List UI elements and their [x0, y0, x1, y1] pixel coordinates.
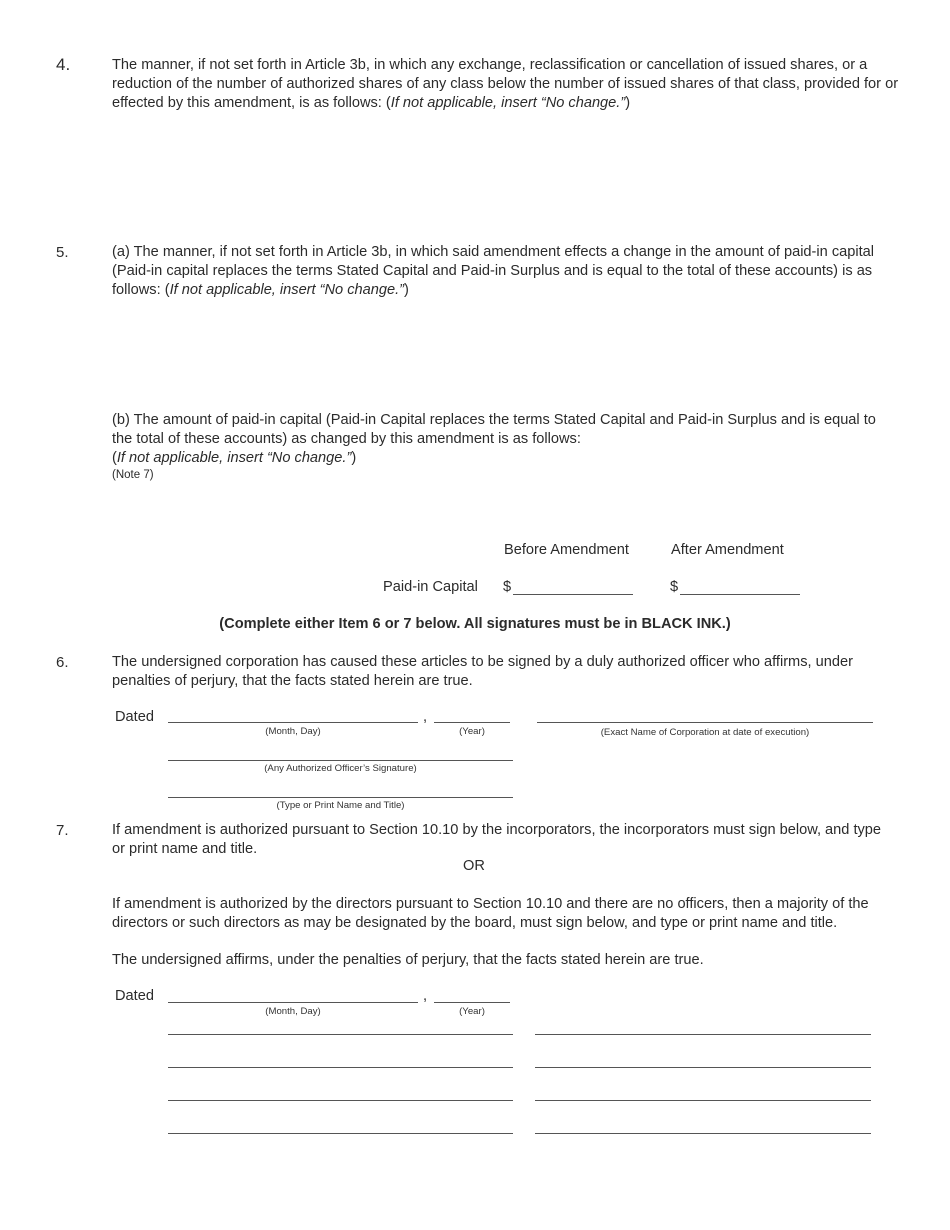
item-7-month-day-input[interactable]	[168, 1002, 418, 1003]
paid-in-capital-label: Paid-in Capital	[383, 579, 478, 595]
item-4-close: )	[625, 95, 631, 111]
signature-line-right-2[interactable]	[535, 1067, 871, 1068]
before-amendment-header: Before Amendment	[504, 542, 629, 558]
signature-instruction: (Complete either Item 6 or 7 below. All signatures must be in BLACK INK.)	[219, 616, 731, 632]
item-6-dated-label: Dated	[115, 709, 154, 725]
item-4-answer-area[interactable]	[112, 118, 892, 238]
item-4-body: The manner, if not set forth in Article 3b, in which any exchange, reclassification or cancellation of issued shares, or a reduction of the number of authorized shares of any class below the number of issued shares of that class, provided for or effected by this amendment, is as follows: (	[112, 57, 899, 111]
signature-line-right-4[interactable]	[535, 1133, 871, 1134]
signature-line-left-2[interactable]	[168, 1067, 513, 1068]
note-7: (Note 7)	[112, 469, 154, 481]
after-amendment-input[interactable]	[680, 594, 800, 595]
item-7-text-directors: If amendment is authorized by the directors pursuant to Section 10.10 and there are no officers, then a majority of the directors or such directors as may be designated by the board, must sign below, and type or print name and title.	[112, 896, 869, 931]
item-4-number: 4.	[56, 55, 71, 74]
officer-signature-input[interactable]	[168, 760, 513, 761]
item-7-affirmation: The undersigned affirms, under the penalties of perjury, that the facts stated herein are true.	[112, 952, 704, 968]
corporation-name-input[interactable]	[537, 722, 873, 723]
item-5b-text	[112, 411, 897, 468]
item-5a-answer-area[interactable]	[112, 305, 892, 405]
print-name-title-input[interactable]	[168, 797, 513, 798]
item-5a-close: )	[404, 282, 409, 298]
item-6-year-input[interactable]	[434, 722, 510, 723]
item-4-instruction: If not applicable, insert “No change.”	[390, 95, 626, 111]
item-7-number: 7.	[56, 822, 69, 839]
before-dollar-sign: $	[503, 579, 512, 595]
signature-line-right-1[interactable]	[535, 1034, 871, 1035]
corporation-name-caption: (Exact Name of Corporation at date of execution)	[600, 727, 810, 738]
item-7-dated-label: Dated	[115, 988, 154, 1004]
item-6-comma: ,	[423, 709, 428, 725]
item-7-comma: ,	[423, 988, 428, 1004]
officer-signature-caption: (Any Authorized Officer’s Signature)	[264, 763, 417, 774]
item-5a-body: (a) The manner, if not set forth in Article 3b, in which said amendment effects a change in the amount of paid-in capital (Paid-in capital replaces the terms Stated Capital and Paid-in Surplus and is equal to the total of these accounts) is as follows: (	[112, 244, 875, 298]
after-amendment-header: After Amendment	[671, 542, 784, 558]
or-separator: OR	[463, 858, 485, 874]
item-5b-open: (	[112, 450, 117, 466]
signature-line-left-3[interactable]	[168, 1100, 513, 1101]
print-name-title-caption: (Type or Print Name and Title)	[276, 800, 405, 811]
signature-line-right-3[interactable]	[535, 1100, 871, 1101]
item-5a-instruction: If not applicable, insert “No change.”	[169, 282, 405, 298]
item-7-text-incorporators: If amendment is authorized pursuant to Section 10.10 by the incorporators, the incorporators must sign below, and type or print name and title.	[112, 822, 882, 857]
item-7-year-input[interactable]	[434, 1002, 510, 1003]
signature-line-left-1[interactable]	[168, 1034, 513, 1035]
item-7-month-day-caption: (Month, Day)	[265, 1006, 321, 1017]
item-5-number: 5.	[56, 244, 69, 261]
signature-line-left-4[interactable]	[168, 1133, 513, 1134]
item-6-text: The undersigned corporation has caused these articles to be signed by a duly authorized officer who affirms, under penalties of perjury, that the facts stated herein are true.	[112, 654, 853, 689]
item-5b-body: (b) The amount of paid-in capital (Paid-in Capital replaces the terms Stated Capital and Paid-in Surplus and is equal to the total of these accounts) as changed by this amendment is as follows:	[112, 412, 876, 447]
item-6-number: 6.	[56, 654, 69, 671]
item-6-month-day-input[interactable]	[168, 722, 418, 723]
item-4-text	[112, 56, 902, 113]
item-6-month-day-caption: (Month, Day)	[265, 726, 321, 737]
item-5a-text	[112, 243, 897, 300]
after-dollar-sign: $	[670, 579, 679, 595]
item-6-year-caption: (Year)	[459, 726, 485, 737]
item-5b-close: )	[351, 450, 357, 466]
item-5b-instruction: If not applicable, insert “No change.”	[116, 450, 352, 466]
before-amendment-input[interactable]	[513, 594, 633, 595]
item-7-year-caption: (Year)	[459, 1006, 485, 1017]
